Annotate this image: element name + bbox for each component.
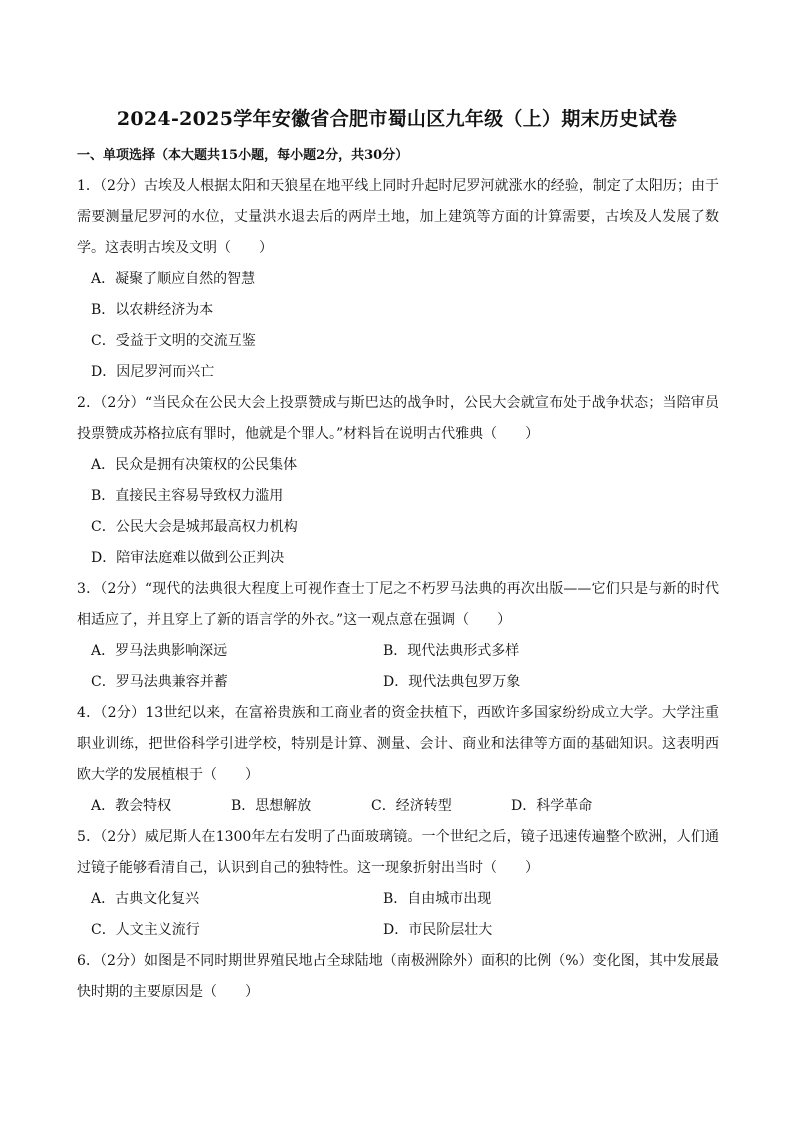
option-row xyxy=(77,636,719,667)
question-stem: 1．（2分）古埃及人根据太阳和天狼星在地平线上同时升起时尼罗河就涨水的经验，制定了太阳历；由于需要测量尼罗河的水位，丈量洪水退去后的两岸土地，加上建筑等方面的计算需要，古埃及人发展了数学。这表明古埃及文明（ ） xyxy=(77,178,719,256)
question-5 xyxy=(77,822,719,946)
question-stem: 2．（2分）“当民众在公民大会上投票赞成与斯巴达的战争时，公民大会就宣布处于战争状态；当陪审员投票赞成苏格拉底有罪时，他就是个罪人。”材料旨在说明古代雅典（ ） xyxy=(77,395,719,442)
option-c[interactable]: C．人文主义流行 xyxy=(91,922,200,938)
exam-title: 2024-2025学年安徽省合肥市蜀山区九年级（上）期末历史试卷 xyxy=(116,108,678,130)
question-list xyxy=(77,171,719,1008)
question-2 xyxy=(77,388,719,574)
question-stem: 6．（2分）如图是不同时期世界殖民地占全球陆地（南极洲除外）面积的比例（%）变化图，其中发展最快时期的主要原因是（ ） xyxy=(77,953,719,1000)
option-d[interactable]: D．陪审法庭难以做到公正判决 xyxy=(91,550,285,566)
option-a[interactable]: A．古典文化复兴 xyxy=(91,891,200,907)
option-a[interactable]: A．凝聚了顺应自然的智慧 xyxy=(91,271,256,287)
option-a[interactable]: A．教会特权 xyxy=(91,798,172,814)
option-c[interactable]: C．公民大会是城邦最高权力机构 xyxy=(91,519,298,535)
option-d[interactable]: D．市民阶层壮大 xyxy=(383,922,493,938)
option-b[interactable]: B．直接民主容易导致权力滥用 xyxy=(91,488,284,504)
question-3 xyxy=(77,574,719,698)
section-heading: 一、单项选择（本大题共15小题，每小题2分，共30分） xyxy=(77,148,409,163)
question-stem: 3．（2分）“现代的法典很大程度上可视作查士丁尼之不朽罗马法典的再次出版——它们只是与新的时代相适应了，并且穿上了新的语言学的外衣。”这一观点意在强调（ ） xyxy=(77,581,719,628)
option-c[interactable]: C．罗马法典兼容并蓄 xyxy=(91,674,228,690)
option-b[interactable]: B．现代法典形式多样 xyxy=(383,643,520,659)
question-stem: 5．（2分）威尼斯人在1300年左右发明了凸面玻璃镜。一个世纪之后，镜子迅速传遍整个欧洲，人们通过镜子能够看清自己，认识到自己的独特性。这一现象折射出当时（ ） xyxy=(77,829,719,876)
option-row xyxy=(77,915,719,946)
option-a[interactable]: A．民众是拥有决策权的公民集体 xyxy=(91,457,298,473)
option-d[interactable]: D．现代法典包罗万象 xyxy=(383,674,521,690)
question-4 xyxy=(77,698,719,822)
option-b[interactable]: B．思想解放 xyxy=(231,798,312,814)
option-c[interactable]: C．经济转型 xyxy=(371,798,452,814)
option-row xyxy=(77,667,719,698)
option-b[interactable]: B．以农耕经济为本 xyxy=(91,302,214,318)
option-a[interactable]: A．罗马法典影响深远 xyxy=(91,643,228,659)
option-d[interactable]: D．科学革命 xyxy=(511,798,593,814)
option-b[interactable]: B．自由城市出现 xyxy=(383,891,492,907)
question-1 xyxy=(77,171,719,388)
option-row xyxy=(77,884,719,915)
question-6 xyxy=(77,946,719,1008)
option-d[interactable]: D．因尼罗河而兴亡 xyxy=(91,364,215,380)
option-row xyxy=(77,791,719,822)
question-stem: 4．（2分）13世纪以来，在富裕贵族和工商业者的资金扶植下，西欧许多国家纷纷成立大学。大学注重职业训练，把世俗科学引进学校，特别是计算、测量、会计、商业和法律等方面的基础知识。这表明西欧大学的发展植根于（ ） xyxy=(77,705,719,783)
option-c[interactable]: C．受益于文明的交流互鉴 xyxy=(91,333,256,349)
